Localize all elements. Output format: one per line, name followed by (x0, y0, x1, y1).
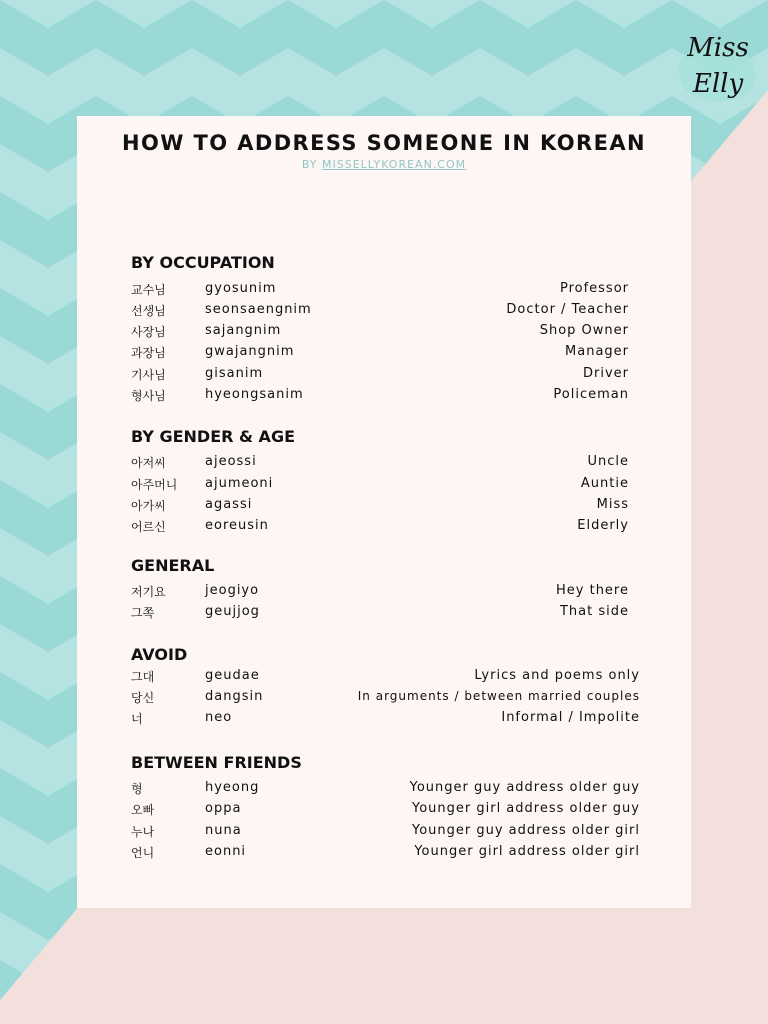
english-meaning: Younger guy address older girl (411, 823, 640, 838)
table-row (131, 518, 629, 538)
table-row (131, 801, 640, 821)
section-heading-gender-age: BY GENDER & AGE (131, 427, 295, 446)
romanized-term: sajangnim (205, 323, 282, 338)
romanized-term: gisanim (205, 366, 264, 381)
english-meaning: Shop Owner (539, 323, 629, 338)
table-row (131, 344, 629, 364)
korean-term: 누나 (131, 825, 155, 839)
section-heading-avoid: AVOID (131, 645, 188, 664)
romanized-term: ajumeoni (205, 476, 274, 491)
section-heading-between-friends: BETWEEN FRIENDS (131, 753, 302, 772)
table-row (131, 844, 640, 864)
korean-term: 사장님 (131, 325, 166, 339)
korean-term: 선생님 (131, 304, 166, 318)
korean-term: 아가씨 (131, 499, 166, 513)
english-meaning: Hey there (556, 583, 629, 598)
korean-term: 언니 (131, 846, 155, 860)
english-meaning: That side (559, 604, 629, 619)
table-row (131, 689, 640, 709)
korean-term: 당신 (131, 691, 155, 705)
table-row (131, 780, 640, 800)
english-meaning: In arguments / between married couples (357, 689, 640, 703)
korean-term: 교수님 (131, 283, 166, 297)
section-heading-occupation: BY OCCUPATION (131, 253, 275, 272)
korean-term: 오빠 (131, 803, 155, 817)
table-row (131, 604, 629, 624)
table-row (131, 710, 640, 730)
romanized-term: gwajangnim (205, 344, 295, 359)
english-meaning: Lyrics and poems only (474, 668, 640, 683)
table-row (131, 497, 629, 517)
romanized-term: hyeong (205, 780, 260, 795)
korean-term: 너 (131, 712, 143, 726)
korean-term: 그대 (131, 670, 155, 684)
english-meaning: Manager (565, 344, 629, 359)
table-row (131, 823, 640, 843)
korean-term: 아저씨 (131, 456, 166, 470)
korean-term: 어르신 (131, 520, 166, 534)
byline (77, 158, 691, 171)
romanized-term: dangsin (205, 689, 264, 704)
romanized-term: ajeossi (205, 454, 257, 469)
table-row (131, 454, 629, 474)
romanized-term: eoreusin (205, 518, 269, 533)
english-meaning: Driver (582, 366, 629, 381)
korean-term: 아주머니 (131, 478, 178, 492)
table-row (131, 583, 629, 603)
english-meaning: Younger girl address older girl (414, 844, 640, 859)
romanized-term: oppa (205, 801, 242, 816)
english-meaning: Elderly (577, 518, 629, 533)
english-meaning: Miss (596, 497, 629, 512)
romanized-term: gyosunim (205, 281, 277, 296)
english-meaning: Informal / Impolite (501, 710, 640, 725)
byline-prefix: BY (301, 158, 323, 171)
romanized-term: geujjog (205, 604, 260, 619)
romanized-term: hyeongsanim (205, 387, 304, 402)
korean-term: 저기요 (131, 585, 166, 599)
korean-term: 형사님 (131, 389, 166, 403)
korean-term: 과장님 (131, 346, 166, 360)
romanized-term: nuna (205, 823, 242, 838)
logo-line-2: Elly (692, 69, 744, 99)
table-row (131, 366, 629, 386)
romanized-term: eonni (205, 844, 247, 859)
table-row (131, 387, 629, 407)
romanized-term: agassi (205, 497, 253, 512)
table-row (131, 281, 629, 301)
table-row (131, 323, 629, 343)
logo-line-1: Miss (687, 33, 749, 63)
section-heading-general: GENERAL (131, 556, 215, 575)
korean-term: 기사님 (131, 368, 166, 382)
page-title: HOW TO ADDRESS SOMEONE IN KOREAN (122, 131, 646, 155)
romanized-term: jeogiyo (205, 583, 260, 598)
korean-term: 그쪽 (131, 606, 155, 620)
english-meaning: Younger guy address older guy (409, 780, 640, 795)
table-row (131, 476, 629, 496)
website-link[interactable]: MISSELLYKOREAN.COM (322, 158, 467, 171)
info-card (77, 116, 691, 908)
romanized-term: geudae (205, 668, 260, 683)
romanized-term: seonsaengnim (205, 302, 312, 317)
english-meaning: Doctor / Teacher (506, 302, 629, 317)
table-row (131, 668, 640, 688)
english-meaning: Professor (559, 281, 629, 296)
english-meaning: Younger girl address older guy (411, 801, 640, 816)
romanized-term: neo (205, 710, 233, 725)
table-row (131, 302, 629, 322)
miss-elly-logo (672, 28, 764, 110)
english-meaning: Uncle (587, 454, 629, 469)
english-meaning: Policeman (553, 387, 629, 402)
korean-term: 형 (131, 782, 143, 796)
english-meaning: Auntie (580, 476, 629, 491)
